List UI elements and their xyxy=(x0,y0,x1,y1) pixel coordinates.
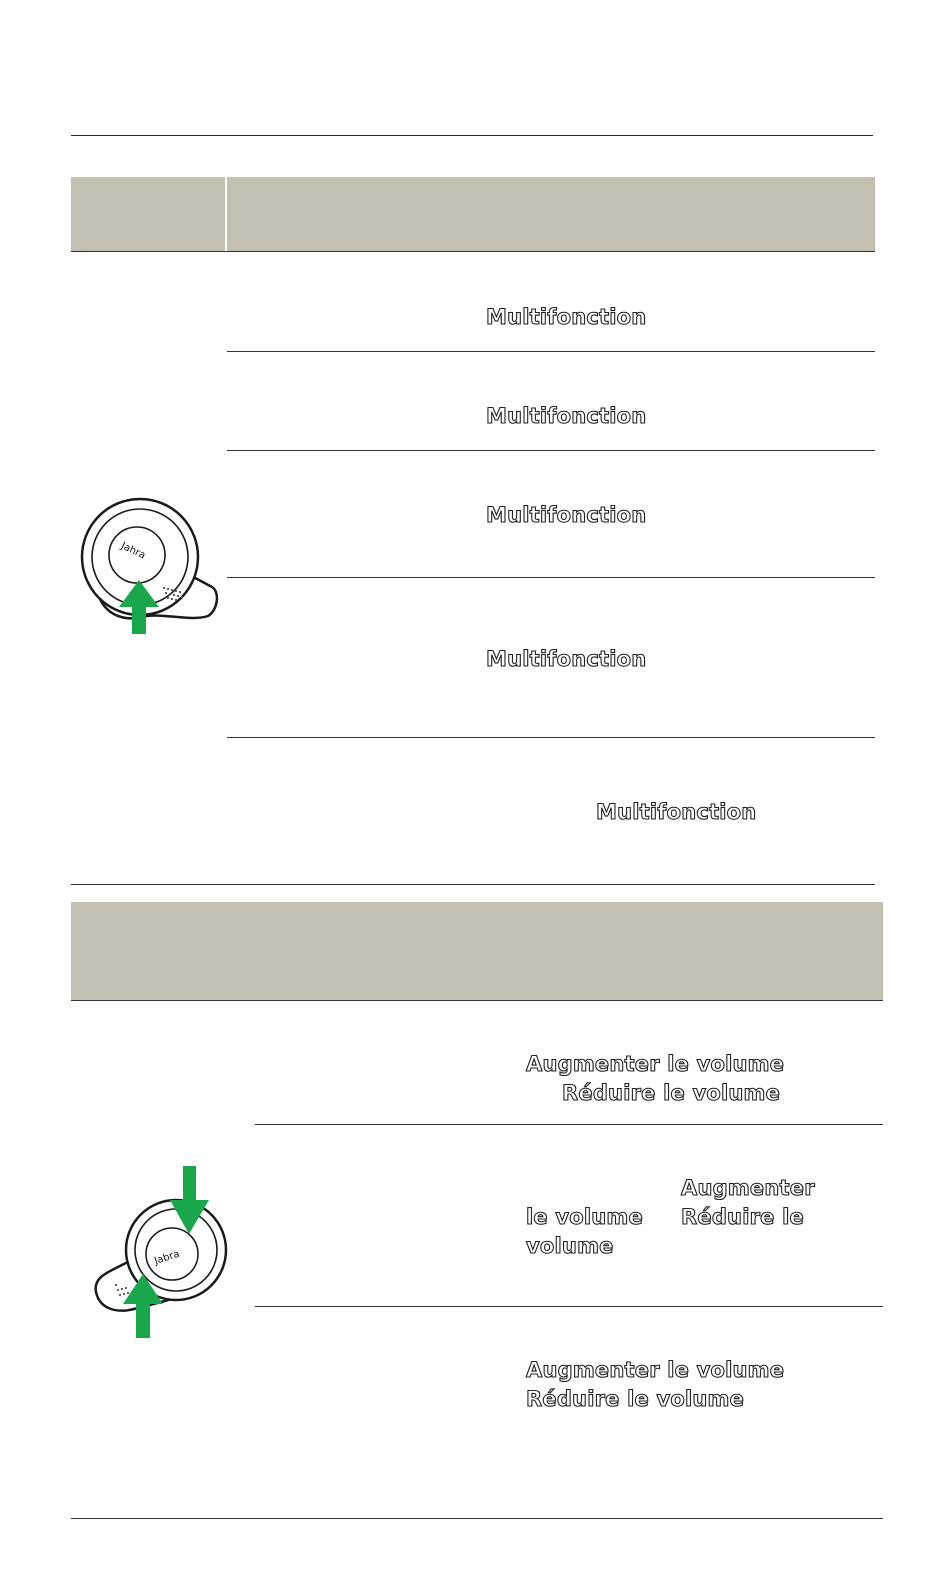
earbud-double-press-icon xyxy=(88,1162,238,1342)
table1-bottom-rule xyxy=(71,884,875,885)
table2-row2-colb-line1: Augmenter xyxy=(681,1176,815,1200)
table2-row-divider-1 xyxy=(255,1124,883,1125)
brand-label-2: Jabra xyxy=(153,1248,181,1268)
table2-row-divider-2 xyxy=(255,1306,883,1307)
brand-label: Jahra xyxy=(119,540,148,562)
table2-row2-cola-line2: volume xyxy=(526,1234,614,1258)
table1-row2-label: Multifonction xyxy=(486,404,647,428)
table1-row1-label: Multifonction xyxy=(486,305,647,329)
page-bottom-rule xyxy=(71,1518,883,1519)
table2-row3-line2: Réduire le volume xyxy=(526,1387,745,1411)
table1-row3-label: Multifonction xyxy=(486,503,647,527)
table2-header-rule xyxy=(71,1000,883,1001)
table1-row-divider-2 xyxy=(227,450,875,451)
table2-row1-line2: Réduire le volume xyxy=(562,1081,781,1105)
table1-row-divider-4 xyxy=(227,737,875,738)
earbud-press-button-icon xyxy=(72,492,222,642)
table1-row-divider-1 xyxy=(227,351,875,352)
table2-row2-colb-line2: Réduire le xyxy=(681,1205,804,1229)
table2-header xyxy=(71,902,883,1000)
table1-header-rule xyxy=(71,251,875,252)
table1-row4-label: Multifonction xyxy=(486,647,647,671)
top-rule xyxy=(71,135,873,136)
table2-row1-line1: Augmenter le volume xyxy=(526,1052,785,1076)
table1-header-left xyxy=(71,177,225,251)
table2-row3-line1: Augmenter le volume xyxy=(526,1358,785,1382)
table2-row2-cola-line1: le volume xyxy=(526,1205,643,1229)
table1-row-divider-3 xyxy=(227,577,875,578)
table1-header-right xyxy=(227,177,875,251)
table1-row5-label: Multifonction xyxy=(596,800,757,824)
